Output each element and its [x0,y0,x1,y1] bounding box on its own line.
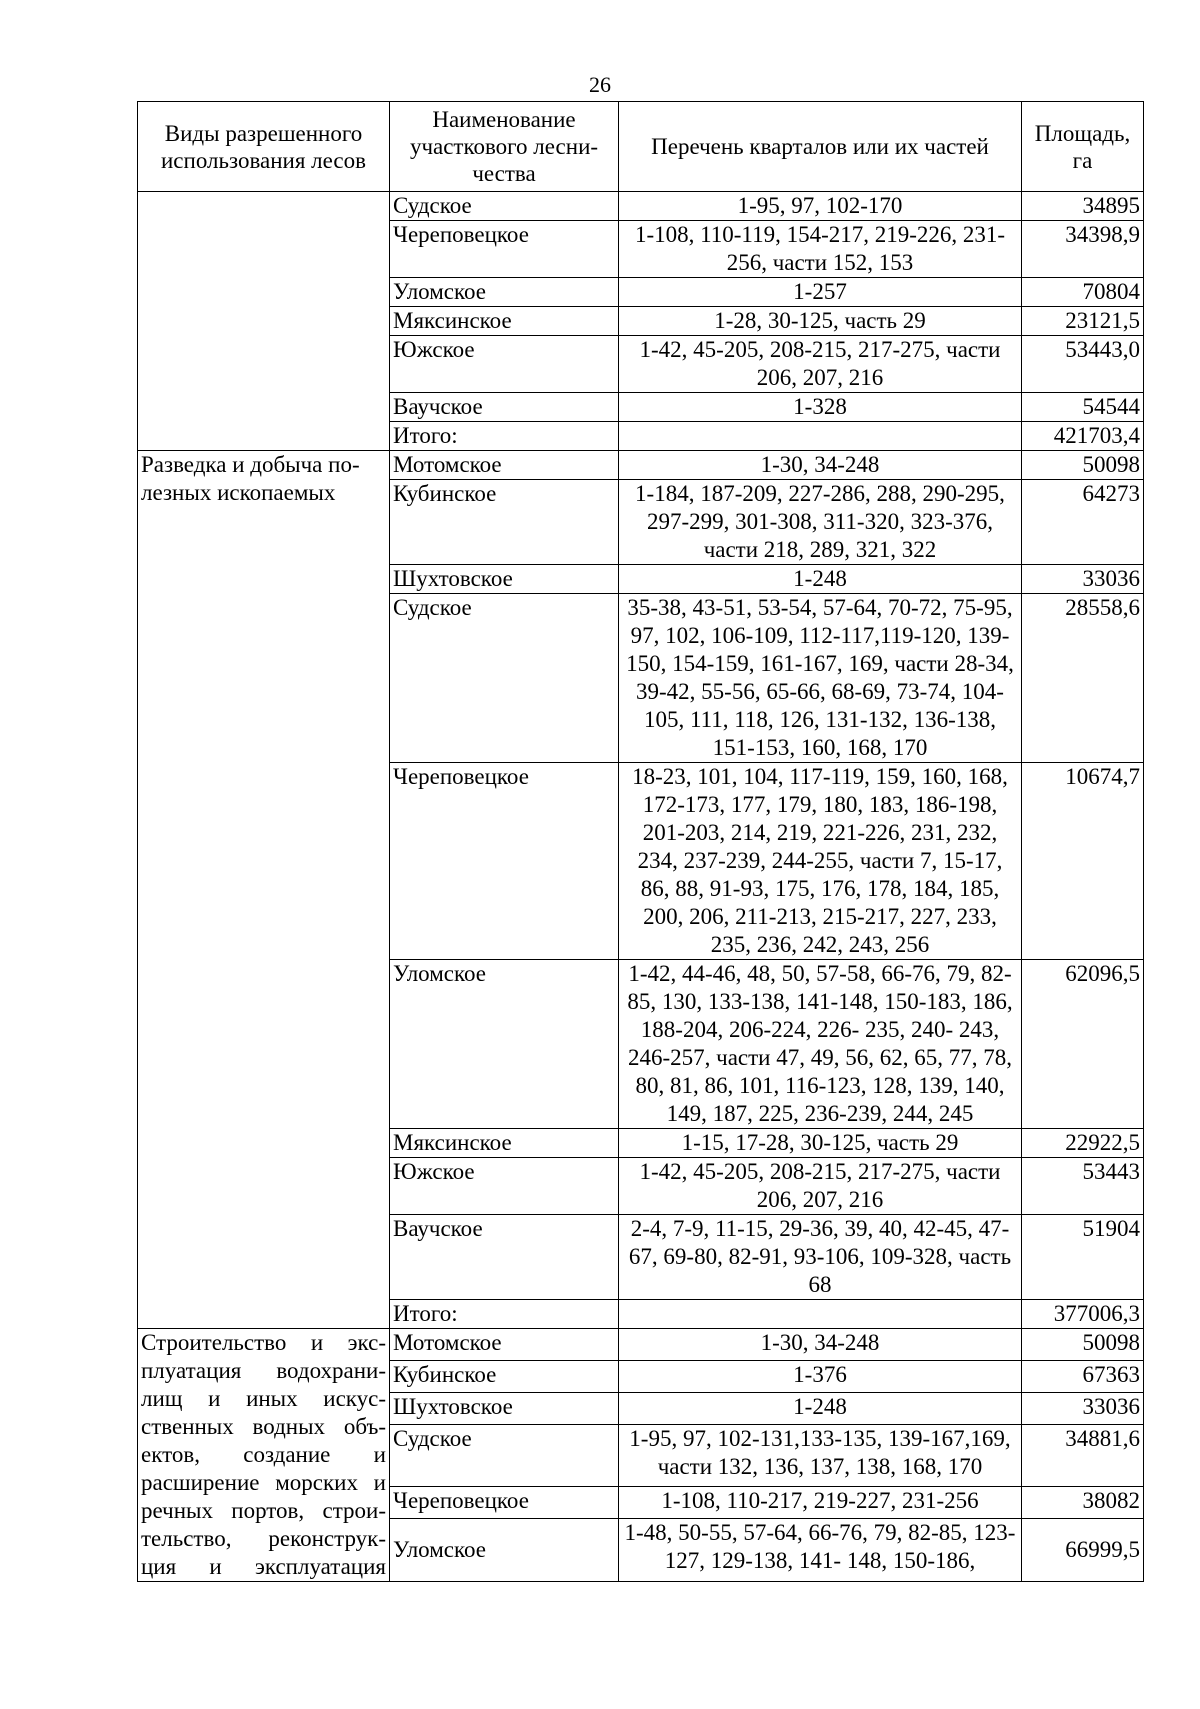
forestry-cell: Уломское [390,1519,619,1582]
area-cell: 66999,5 [1022,1519,1144,1582]
forestry-cell: Южское [390,1158,619,1215]
use-type-line: плуатация водохрани- [141,1358,386,1383]
quarters-cell: 1-42, 44-46, 48, 50, 57-58, 66-76, 79, 82-85, 130, 133-138, 141-148, 150-183, 186, 188-204, 206-224, 226- 235, 240- 243, 246-257, части 47, 49, 56, 62, 65, 77, 78, 80, 81, 86, 101, 116-123, 128, 139, 140, 149, 187, 225, 236-239, 244, 245 [619,960,1022,1129]
header-quarters: Перечень кварталов или их частей [619,102,1022,192]
area-cell: 34895 [1022,192,1144,221]
header-forestry: Наименование участкового лесни-чества [390,102,619,192]
forestry-cell: Итого: [390,1300,619,1329]
quarters-cell: 1-184, 187-209, 227-286, 288, 290-295, 297-299, 301-308, 311-320, 323-376, части 218, 289, 321, 322 [619,480,1022,565]
area-cell: 34398,9 [1022,221,1144,278]
use-type-cell [138,451,390,1329]
use-type-line: Разведка и добыча по- [141,452,360,477]
forestry-cell: Шухтовское [390,1392,619,1424]
forestry-cell: Ваучское [390,393,619,422]
area-cell: 34881,6 [1022,1424,1144,1487]
quarters-cell: 1-48, 50-55, 57-64, 66-76, 79, 82-85, 123- 127, 129-138, 141- 148, 150-186, [619,1519,1022,1582]
quarters-cell [619,1300,1022,1329]
header-use: Виды разрешенного использования лесов [138,102,390,192]
quarters-cell: 1-108, 110-119, 154-217, 219-226, 231-256, части 152, 153 [619,221,1022,278]
forestry-cell: Судское [390,594,619,763]
area-cell: 10674,7 [1022,763,1144,960]
quarters-cell: 1-42, 45-205, 208-215, 217-275, части 206, 207, 216 [619,336,1022,393]
use-type-cell [138,192,390,451]
forestry-cell: Мотомское [390,1329,619,1361]
area-cell: 421703,4 [1022,422,1144,451]
forestry-cell: Кубинское [390,480,619,565]
quarters-cell: 18-23, 101, 104, 117-119, 159, 160, 168, 172-173, 177, 179, 180, 183, 186-198, 201-203, 214, 219, 221-226, 231, 232, 234, 237-239, 244-255, части 7, 15-17, 86, 88, 91-93, 175, 176, 178, 184, 185, 200, 206, 211-213, 215-217, 227, 233, 235, 236, 242, 243, 256 [619,763,1022,960]
forestry-cell: Уломское [390,960,619,1129]
quarters-cell: 1-95, 97, 102-131,133-135, 139-167,169, части 132, 136, 137, 138, 168, 170 [619,1424,1022,1487]
use-type-line: расширение морских и [141,1470,386,1495]
forestry-cell: Мотомское [390,451,619,480]
use-type-line: ственных водных объ- [141,1414,386,1439]
use-type-line: ектов, создание и [141,1442,386,1467]
area-cell: 54544 [1022,393,1144,422]
area-cell: 64273 [1022,480,1144,565]
forestry-cell: Судское [390,1424,619,1487]
forestry-cell: Кубинское [390,1360,619,1392]
table-row [138,451,1144,480]
header-area: Площадь, га [1022,102,1144,192]
area-cell: 28558,6 [1022,594,1144,763]
quarters-cell: 1-28, 30-125, часть 29 [619,307,1022,336]
forestry-cell: Череповецкое [390,1487,619,1519]
quarters-cell: 1-30, 34-248 [619,451,1022,480]
forestry-cell: Шухтовское [390,565,619,594]
table-header-row [138,102,1144,192]
forestry-cell: Череповецкое [390,221,619,278]
area-cell: 377006,3 [1022,1300,1144,1329]
area-cell: 38082 [1022,1487,1144,1519]
quarters-cell: 35-38, 43-51, 53-54, 57-64, 70-72, 75-95, 97, 102, 106-109, 112-117,119-120, 139-150, 154-159, 161-167, 169, части 28-34, 39-42, 55-56, 65-66, 68-69, 73-74, 104-105, 111, 118, 126, 131-132, 136-138, 151-153, 160, 168, 170 [619,594,1022,763]
quarters-cell: 1-108, 110-217, 219-227, 231-256 [619,1487,1022,1519]
area-cell: 22922,5 [1022,1129,1144,1158]
area-cell: 70804 [1022,278,1144,307]
forestry-cell: Судское [390,192,619,221]
table-row [138,1329,1144,1361]
quarters-cell: 1-248 [619,1392,1022,1424]
table-row [138,192,1144,221]
forest-use-table [137,101,1144,1582]
use-type-line: речных портов, строи- [141,1498,386,1523]
forestry-cell: Череповецкое [390,763,619,960]
area-cell: 33036 [1022,1392,1144,1424]
area-cell: 53443 [1022,1158,1144,1215]
area-cell: 51904 [1022,1215,1144,1300]
quarters-cell: 1-248 [619,565,1022,594]
forestry-cell: Южское [390,336,619,393]
use-type-line: Строительство и экс- [141,1330,386,1355]
use-type-line: лезных ископаемых [141,480,336,505]
area-cell: 50098 [1022,451,1144,480]
use-type-line: тельство, реконструк- [141,1526,386,1551]
use-type-line: ция и эксплуатация [141,1554,386,1579]
quarters-cell: 2-4, 7-9, 11-15, 29-36, 39, 40, 42-45, 47-67, 69-80, 82-91, 93-106, 109-328, часть 68 [619,1215,1022,1300]
quarters-cell: 1-376 [619,1360,1022,1392]
area-cell: 23121,5 [1022,307,1144,336]
quarters-cell: 1-328 [619,393,1022,422]
forestry-cell: Мяксинское [390,307,619,336]
quarters-cell: 1-257 [619,278,1022,307]
use-type-cell [138,1329,390,1582]
forestry-cell: Уломское [390,278,619,307]
area-cell: 33036 [1022,565,1144,594]
quarters-cell: 1-30, 34-248 [619,1329,1022,1361]
quarters-cell [619,422,1022,451]
page-number: 26 [589,72,611,97]
area-cell: 53443,0 [1022,336,1144,393]
area-cell: 50098 [1022,1329,1144,1361]
forestry-cell: Итого: [390,422,619,451]
quarters-cell: 1-15, 17-28, 30-125, часть 29 [619,1129,1022,1158]
use-type-line: лищ и иных искус- [141,1386,386,1411]
area-cell: 67363 [1022,1360,1144,1392]
forestry-cell: Ваучское [390,1215,619,1300]
forestry-cell: Мяксинское [390,1129,619,1158]
area-cell: 62096,5 [1022,960,1144,1129]
quarters-cell: 1-42, 45-205, 208-215, 217-275, части 206, 207, 216 [619,1158,1022,1215]
quarters-cell: 1-95, 97, 102-170 [619,192,1022,221]
